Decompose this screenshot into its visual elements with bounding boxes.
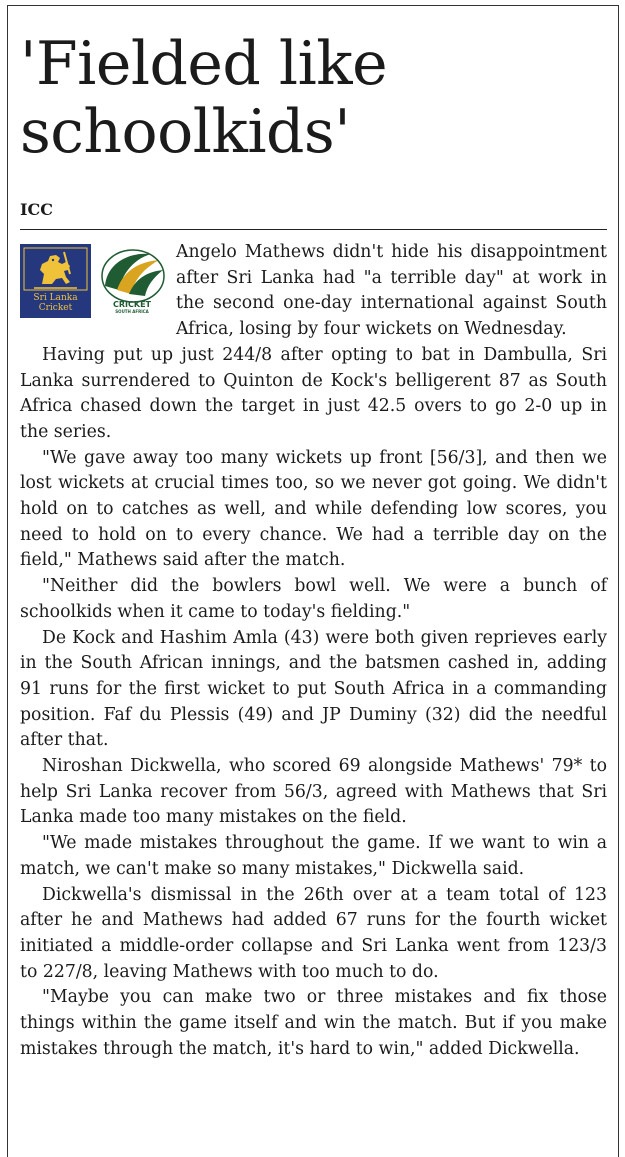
csa-logo-line2: SOUTH AFRICA: [115, 309, 149, 314]
article-paragraph: De Kock and Hashim Amla (43) were both given reprieves early in the South African innings, and the batsmen cashed in, adding 91 runs for the first wicket to put South Africa in a commanding position. Faf du Plessis (49) and JP Duminy (32) did the needful after that.: [20, 627, 607, 751]
headline: 'Fielded like schoolkids': [20, 29, 388, 167]
article-paragraph: Dickwella's dismissal in the 26th over at a team total of 123 after he and Mathews had added 67 runs for the fourth wicket initiated a middle-order collapse and Sri Lanka went from 123/3 to 227/8, leaving Mathews with too much to do.: [20, 884, 607, 982]
article-paragraph: Niroshan Dickwella, who scored 69 alongside Mathews' 79* to help Sri Lanka recover from 56/3, agreed with Mathews that Sri Lanka made too many mistakes on the field.: [20, 756, 607, 828]
csa-logo-line1: CRICKET: [113, 300, 151, 309]
article-paragraph: "We gave away too many wickets up front [56/3], and then we lost wickets at crucial times too, so we never got going. We didn't hold on to catches as well, and while defending low scores, you need to hold on to every chance. We had a terrible day on the field," Mathews said after the match.: [20, 447, 607, 571]
headline-rule: [20, 229, 607, 230]
article-paragraph: "Maybe you can make two or three mistakes and fix those things within the game itself and win the match. But if you make mistakes through the match, it's hard to win," added Dickwella.: [20, 987, 607, 1059]
sri-lanka-cricket-logo: [20, 244, 91, 318]
article-paragraph: Angelo Mathews didn't hide his disappointment after Sri Lanka had "a terrible day" at work in the second one-day international against South Africa, losing by four wickets on Wednesday.: [176, 242, 607, 340]
article-paragraph: "We made mistakes throughout the game. If we want to win a match, we can't make so many mistakes," Dickwella said.: [20, 833, 607, 879]
sri-lanka-logo-line1: Sri Lanka: [33, 293, 78, 303]
article-paragraph: "Neither did the bowlers bowl well. We were a bunch of schoolkids when it came to today's fielding.": [20, 576, 607, 622]
byline: ICC: [20, 200, 53, 219]
article-paragraph: Having put up just 244/8 after opting to bat in Dambulla, Sri Lanka surrendered to Quinton de Kock's belligerent 87 as South Africa chased down the target in just 42.5 overs to go 2-0 up in the series.: [20, 344, 607, 442]
lion-emblem-icon: [20, 244, 91, 294]
article-body: [20, 240, 607, 1063]
team-logos: [20, 244, 168, 322]
sri-lanka-logo-line2: Cricket: [38, 303, 73, 313]
